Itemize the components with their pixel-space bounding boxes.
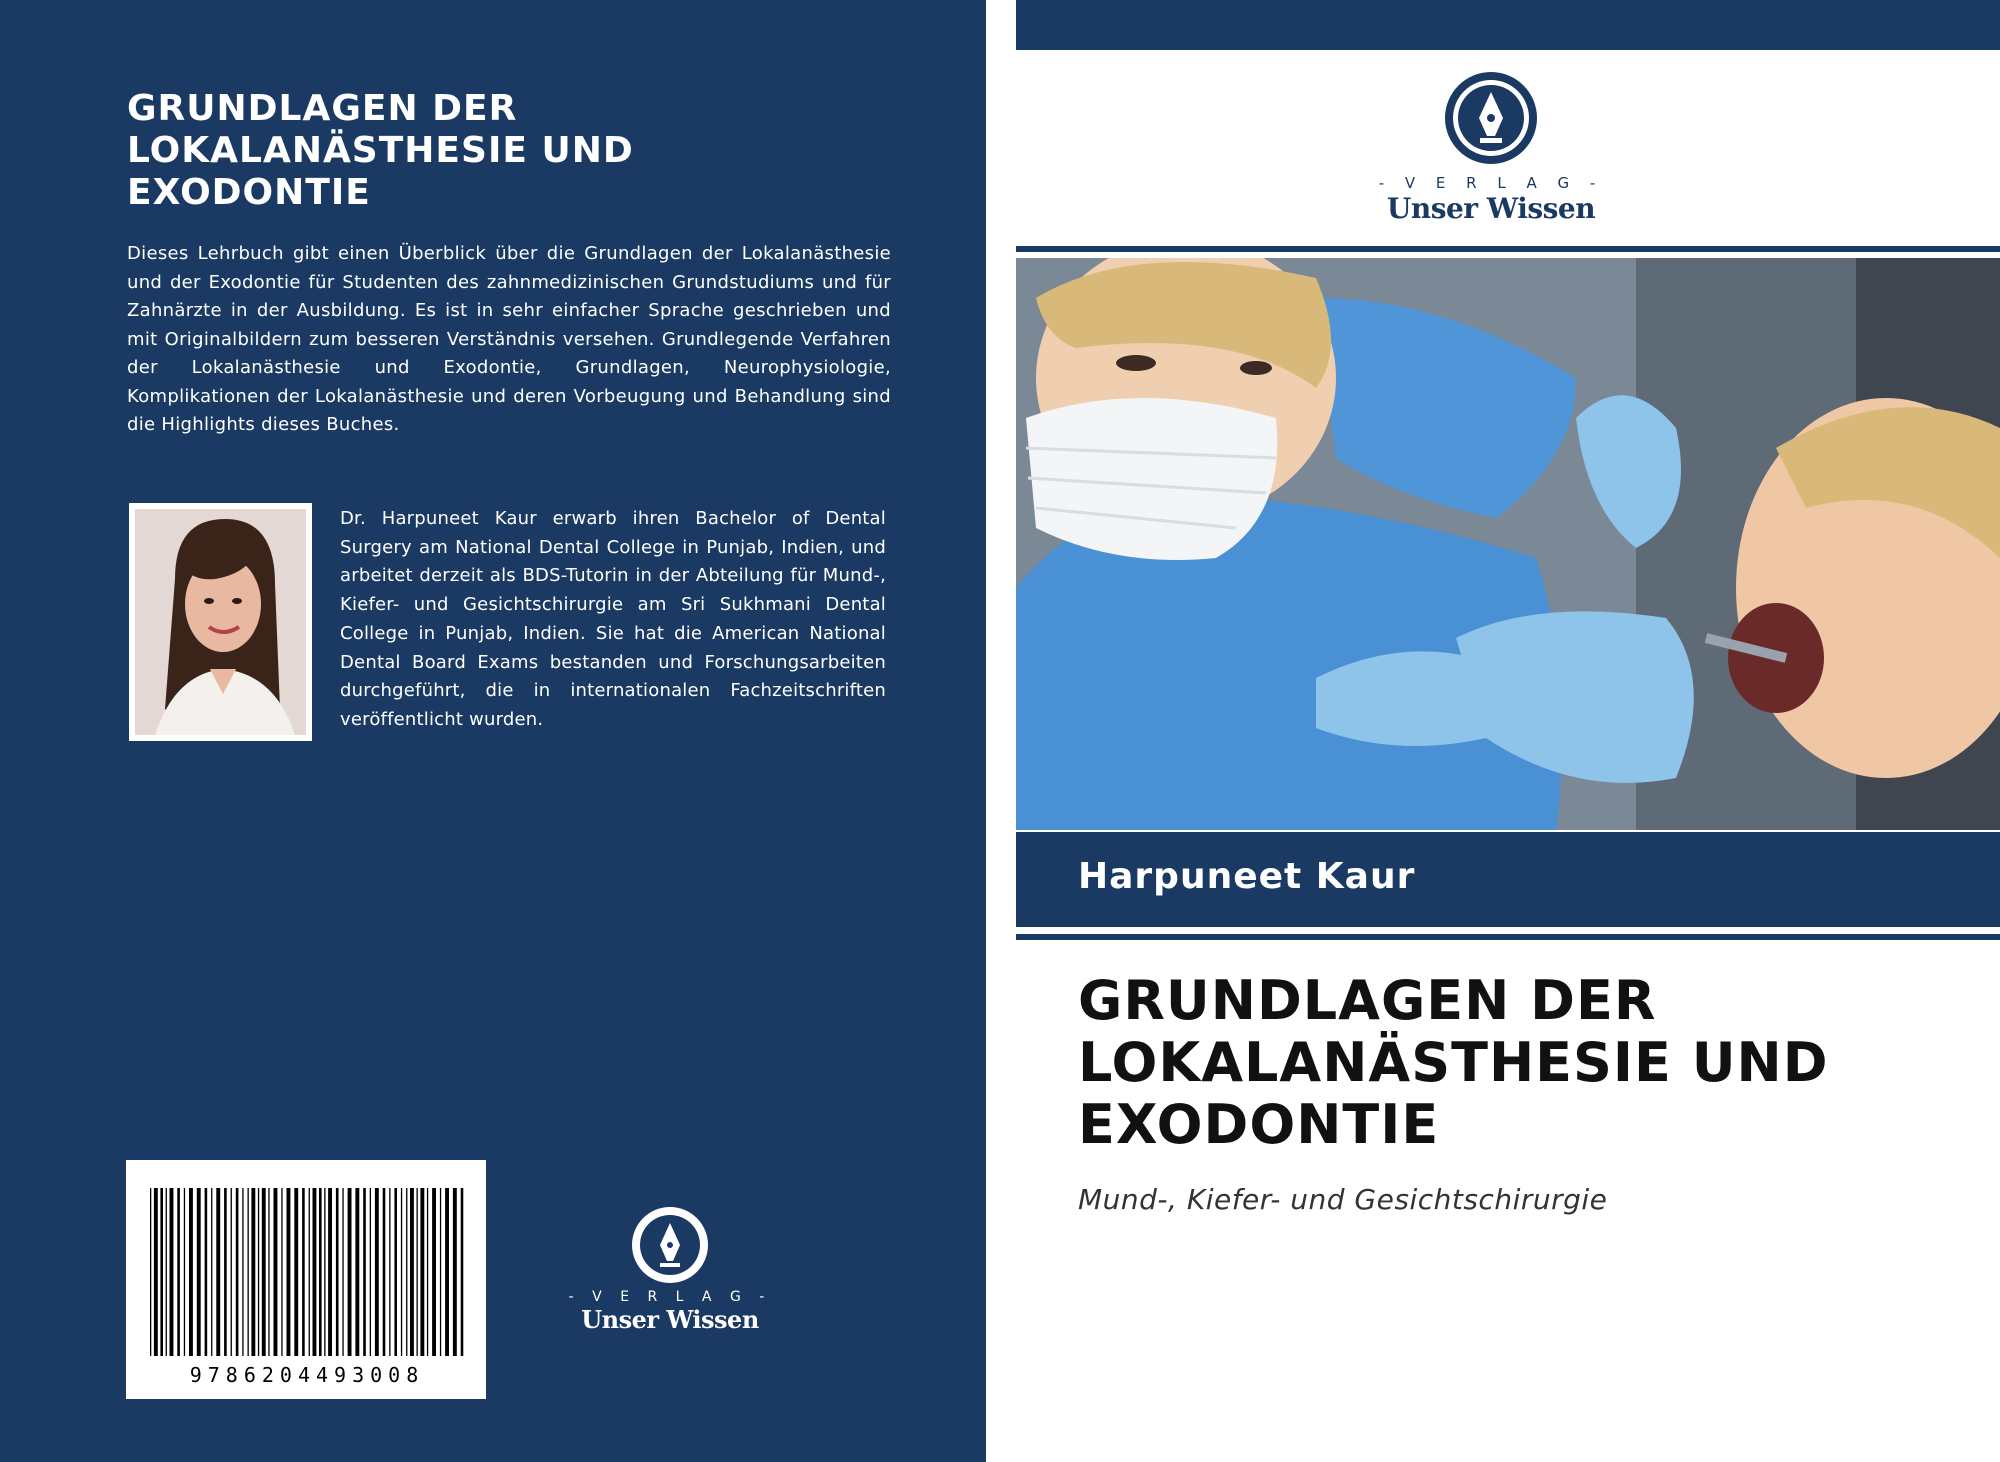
barcode-bar (170, 1188, 174, 1356)
author-photo (129, 503, 312, 741)
spine-gap (986, 0, 1016, 1462)
barcode-bar (410, 1188, 414, 1356)
pen-nib-seal-icon (630, 1205, 710, 1285)
barcode-bar (236, 1188, 239, 1356)
back-publisher-logo (560, 1205, 780, 1345)
barcode-bar (375, 1188, 379, 1356)
barcode-bar (242, 1188, 243, 1356)
barcode-bar (309, 1188, 310, 1356)
barcode-bar (184, 1188, 185, 1356)
barcode-bar (401, 1188, 402, 1356)
barcode-bar (287, 1188, 291, 1356)
barcode-bar (166, 1188, 167, 1356)
author-bio: Dr. Harpuneet Kaur erwarb ihren Bachelor of Dental Surgery am National Dental College in Punjab, Indien, und arbeitet derzeit als BDS-Tutorin in der Abteilung für Mund-, Kiefer- und Gesichtschirurgie am Sri Sukhmani Dental College in Punjab, Indien. Sie hat die American National Dental Board Exams bestanden und Forschungsarbeiten durchgeführt, die in internationalen Fachzeitschriften veröffentlicht wurden. (340, 508, 886, 730)
front-top-bar (1016, 0, 2000, 50)
barcode-bar (160, 1188, 163, 1356)
author-bar (1016, 832, 2000, 927)
author-name: Harpuneet Kaur (1078, 856, 1416, 897)
barcode-bar (432, 1188, 436, 1356)
barcode-bar (440, 1188, 441, 1356)
barcode-bar (355, 1188, 359, 1356)
barcode-bar (268, 1188, 269, 1356)
barcode-bar (211, 1188, 212, 1356)
barcode-bar (319, 1188, 322, 1356)
barcode-bar (461, 1188, 464, 1356)
barcode-bar (281, 1188, 282, 1356)
barcode-bar (427, 1188, 428, 1356)
barcode-bar (262, 1188, 266, 1356)
barcode-bar (394, 1188, 397, 1356)
front-subtitle: Mund-, Kiefer- und Gesichtschirurgie (1078, 1183, 1608, 1216)
barcode (126, 1160, 486, 1399)
barcode-bar (453, 1188, 457, 1356)
front-publisher-logo (1366, 70, 1616, 225)
barcode-bar (248, 1188, 249, 1356)
rule-below-author (1016, 934, 2000, 940)
barcode-bar (389, 1188, 390, 1356)
front-logo-name: Unser Wissen (1386, 192, 1596, 225)
barcode-bar (258, 1188, 259, 1356)
barcode-bar (231, 1188, 232, 1356)
barcode-bar (348, 1188, 352, 1356)
barcode-bar (363, 1188, 366, 1356)
pen-nib-seal-icon (1443, 70, 1539, 166)
barcode-bar (420, 1188, 424, 1356)
barcode-bar (274, 1188, 278, 1356)
barcode-bar (445, 1188, 449, 1356)
barcode-number: 9786204493008 (189, 1363, 425, 1387)
barcode-bars (148, 1188, 468, 1356)
barcode-bar (313, 1188, 317, 1356)
barcode-bar (324, 1188, 325, 1356)
barcode-bar (197, 1188, 201, 1356)
rule-above-photo (1016, 246, 2000, 252)
barcode-bar (328, 1188, 332, 1356)
barcode-bar (342, 1188, 343, 1356)
barcode-bar (417, 1188, 418, 1356)
barcode-bar (336, 1188, 339, 1356)
author-portrait-illustration (135, 509, 306, 735)
barcode-bar (154, 1188, 158, 1356)
barcode-bar (302, 1188, 305, 1356)
barcode-bar (205, 1188, 208, 1356)
back-logo-name: Unser Wissen (581, 1305, 759, 1334)
barcode-bar (294, 1188, 298, 1356)
front-logo-verlag: - V E R L A G - (1378, 174, 1604, 192)
barcode-bar (224, 1188, 227, 1356)
barcode-bar (150, 1188, 151, 1356)
barcode-bar (370, 1188, 371, 1356)
barcode-bar (406, 1188, 407, 1356)
back-title: GRUNDLAGEN DER LOKALANÄSTHESIE UND EXODONTIE (127, 88, 634, 213)
cover-photo (1016, 258, 2000, 830)
back-cover (0, 0, 986, 1462)
back-blurb: Dieses Lehrbuch gibt einen Überblick über die Grundlagen der Lokalanästhesie und der Exodontie für Studenten des zahnmedizinischen Grundstudiums und für Zahnärzte in der Ausbildung. Es ist in sehr einfacher Sprache geschrieben und mit Originalbildern zum besseren Verständnis versehen. Grundlegende Verfahren der Lokalanästhesie und Exodontie, Grundlagen, Neurophysiologie, Komplikationen der Lokalanästhesie und deren Vorbeugung und Behandlung sind die Highlights dieses Buches. (127, 243, 891, 435)
barcode-bar (383, 1188, 386, 1356)
front-cover (1016, 0, 2000, 1462)
barcode-bar (251, 1188, 255, 1356)
barcode-bar (177, 1188, 180, 1356)
dentist-photo-illustration (1016, 258, 2000, 830)
barcode-bar (189, 1188, 193, 1356)
barcode-bar (216, 1188, 220, 1356)
front-title: GRUNDLAGEN DER LOKALANÄSTHESIE UND EXODONTIE (1078, 969, 1829, 1156)
back-logo-verlag: - V E R L A G - (568, 1289, 772, 1305)
